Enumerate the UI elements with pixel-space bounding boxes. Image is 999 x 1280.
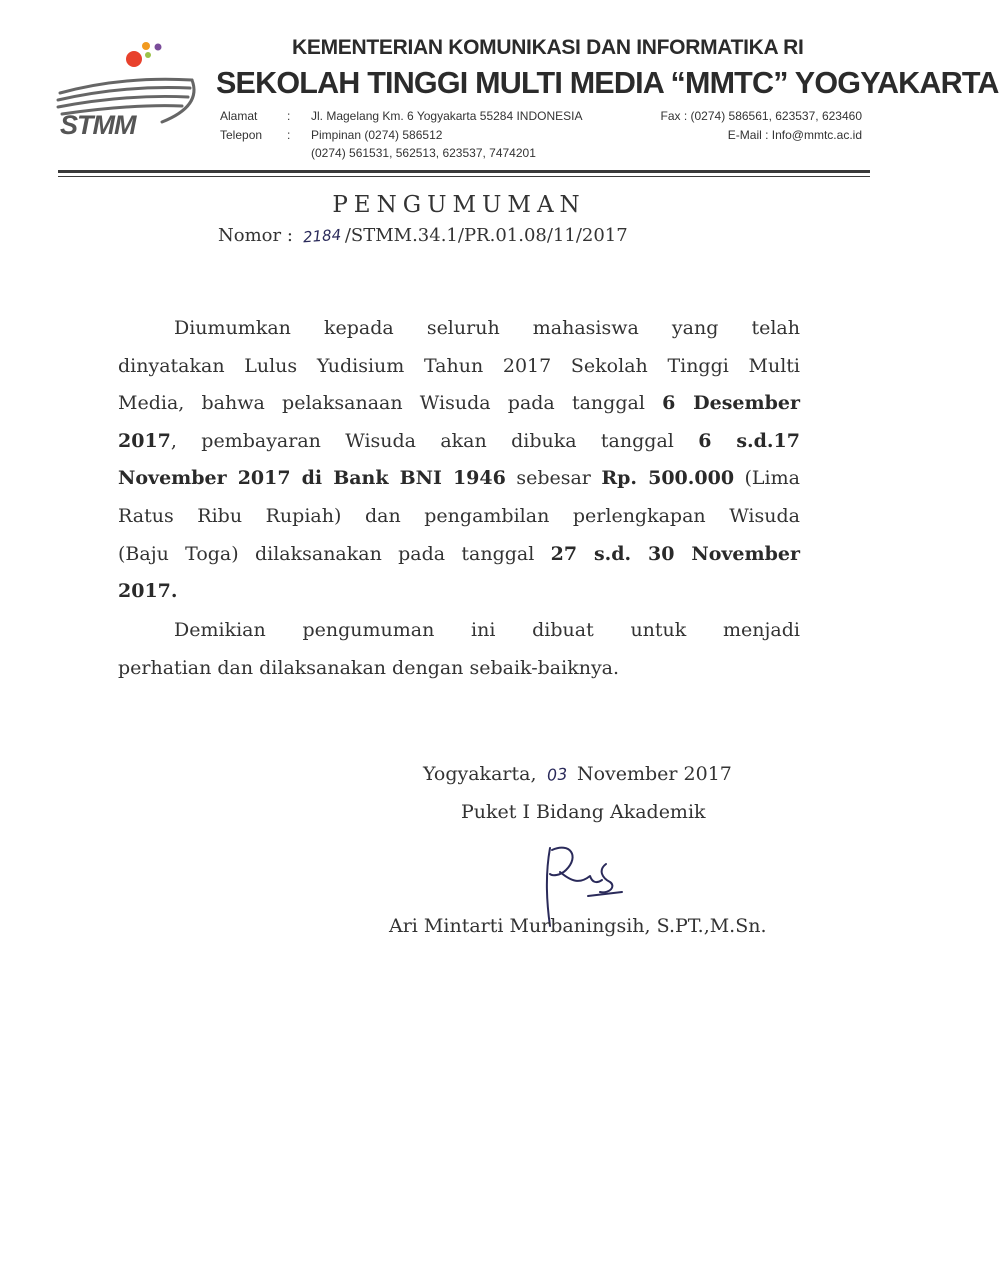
address-value: Jl. Magelang Km. 6 Yogyakarta 55284 INDONESIA: [311, 109, 583, 123]
graduation-date: 6 Desember: [662, 392, 800, 415]
logo-text: STMM: [60, 110, 136, 140]
signing-date: [423, 763, 732, 785]
ministry-name: KEMENTERIAN KOMUNIKASI DAN INFORMATIKA RI: [292, 36, 804, 59]
p1-line-5: November 2017 di Bank BNI 1946 sebesar Rp. 500.000 (Lima: [118, 467, 800, 490]
p1-word: yang: [671, 317, 719, 339]
address-label: Alamat: [220, 109, 258, 123]
school-name: SEKOLAH TINGGI MULTI MEDIA “MMTC” YOGYAKARTA: [216, 66, 999, 100]
number-handwritten: 2184: [302, 225, 342, 247]
header-rule-thick: [58, 170, 870, 173]
p1-word: seluruh: [426, 317, 500, 339]
gown-pickup-date: 27 s.d. 30 November: [550, 542, 801, 565]
logo-dot-green: [145, 52, 151, 58]
logo-dot-red: [126, 51, 142, 67]
p1-line-2: dinyatakan Lulus Yudisium Tahun 2017 Sekolah Tinggi Multi: [118, 354, 800, 377]
p1-word: mahasiswa: [532, 317, 639, 339]
p2-word: untuk: [630, 619, 687, 641]
p2-word: pengumuman: [302, 619, 435, 641]
payment-end-bank: November 2017 di Bank BNI 1946: [118, 467, 506, 490]
signing-place: Yogyakarta,: [423, 763, 537, 785]
signing-day-handwritten: 03: [545, 764, 568, 785]
phone-label: Telepon: [220, 128, 263, 142]
number-suffix: /STMM.34.1/PR.01.08/11/2017: [344, 225, 628, 246]
payment-start-date: 6 s.d.17: [698, 429, 800, 452]
fax-number: Fax : (0274) 586561, 623537, 623460: [660, 109, 862, 123]
phone-value-1: Pimpinan (0274) 586512: [311, 128, 443, 142]
address-colon: :: [287, 109, 291, 123]
p1-word: telah: [751, 317, 800, 339]
phone-colon: :: [287, 128, 291, 142]
p1-line-6: Ratus Ribu Rupiah) dan pengambilan perlengkapan Wisuda: [118, 504, 800, 527]
p1-line-3: Media, bahwa pelaksanaan Wisuda pada tanggal 6 Desember: [118, 392, 800, 415]
number-prefix: Nomor :: [218, 225, 293, 246]
p2-word: dibuat: [532, 619, 594, 641]
phone-value-2: (0274) 561531, 562513, 623537, 7474201: [311, 146, 536, 160]
p1-word: Diumumkan: [174, 317, 291, 339]
logo-dot-orange: [142, 42, 150, 50]
signer-name: Ari Mintarti Murbaningsih, S.PT.,M.Sn.: [389, 915, 767, 937]
p2-word: ini: [471, 619, 496, 641]
document-number: [218, 225, 628, 246]
announcement-paragraph-1: [118, 310, 800, 611]
p1-line-4: 2017, pembayaran Wisuda akan dibuka tanggal 6 s.d.17: [118, 429, 800, 452]
p1-line-1: [118, 310, 800, 348]
document-title: PENGUMUMAN: [332, 192, 586, 218]
announcement-paragraph-2: [118, 612, 800, 687]
email-address: E-Mail : Info@mmtc.ac.id: [727, 128, 862, 142]
p2-word: menjadi: [723, 619, 800, 641]
p2-word: Demikian: [174, 619, 266, 641]
signer-position: Puket I Bidang Akademik: [461, 801, 706, 823]
stmm-logo: [52, 36, 200, 142]
signing-month-year: November 2017: [576, 763, 732, 785]
payment-amount: Rp. 500.000: [601, 467, 735, 490]
p1-line-8: 2017.: [118, 580, 178, 603]
p1-word: kepada: [323, 317, 394, 339]
p2-line-2: perhatian dan dilaksanakan dengan sebaik-baiknya.: [118, 656, 620, 679]
header-rule-thin: [58, 176, 870, 177]
logo-dot-purple: [155, 44, 162, 51]
p1-line-7: (Baju Toga) dilaksanakan pada tanggal 27 s.d. 30 November: [118, 542, 801, 565]
p2-line-1: [118, 612, 800, 650]
